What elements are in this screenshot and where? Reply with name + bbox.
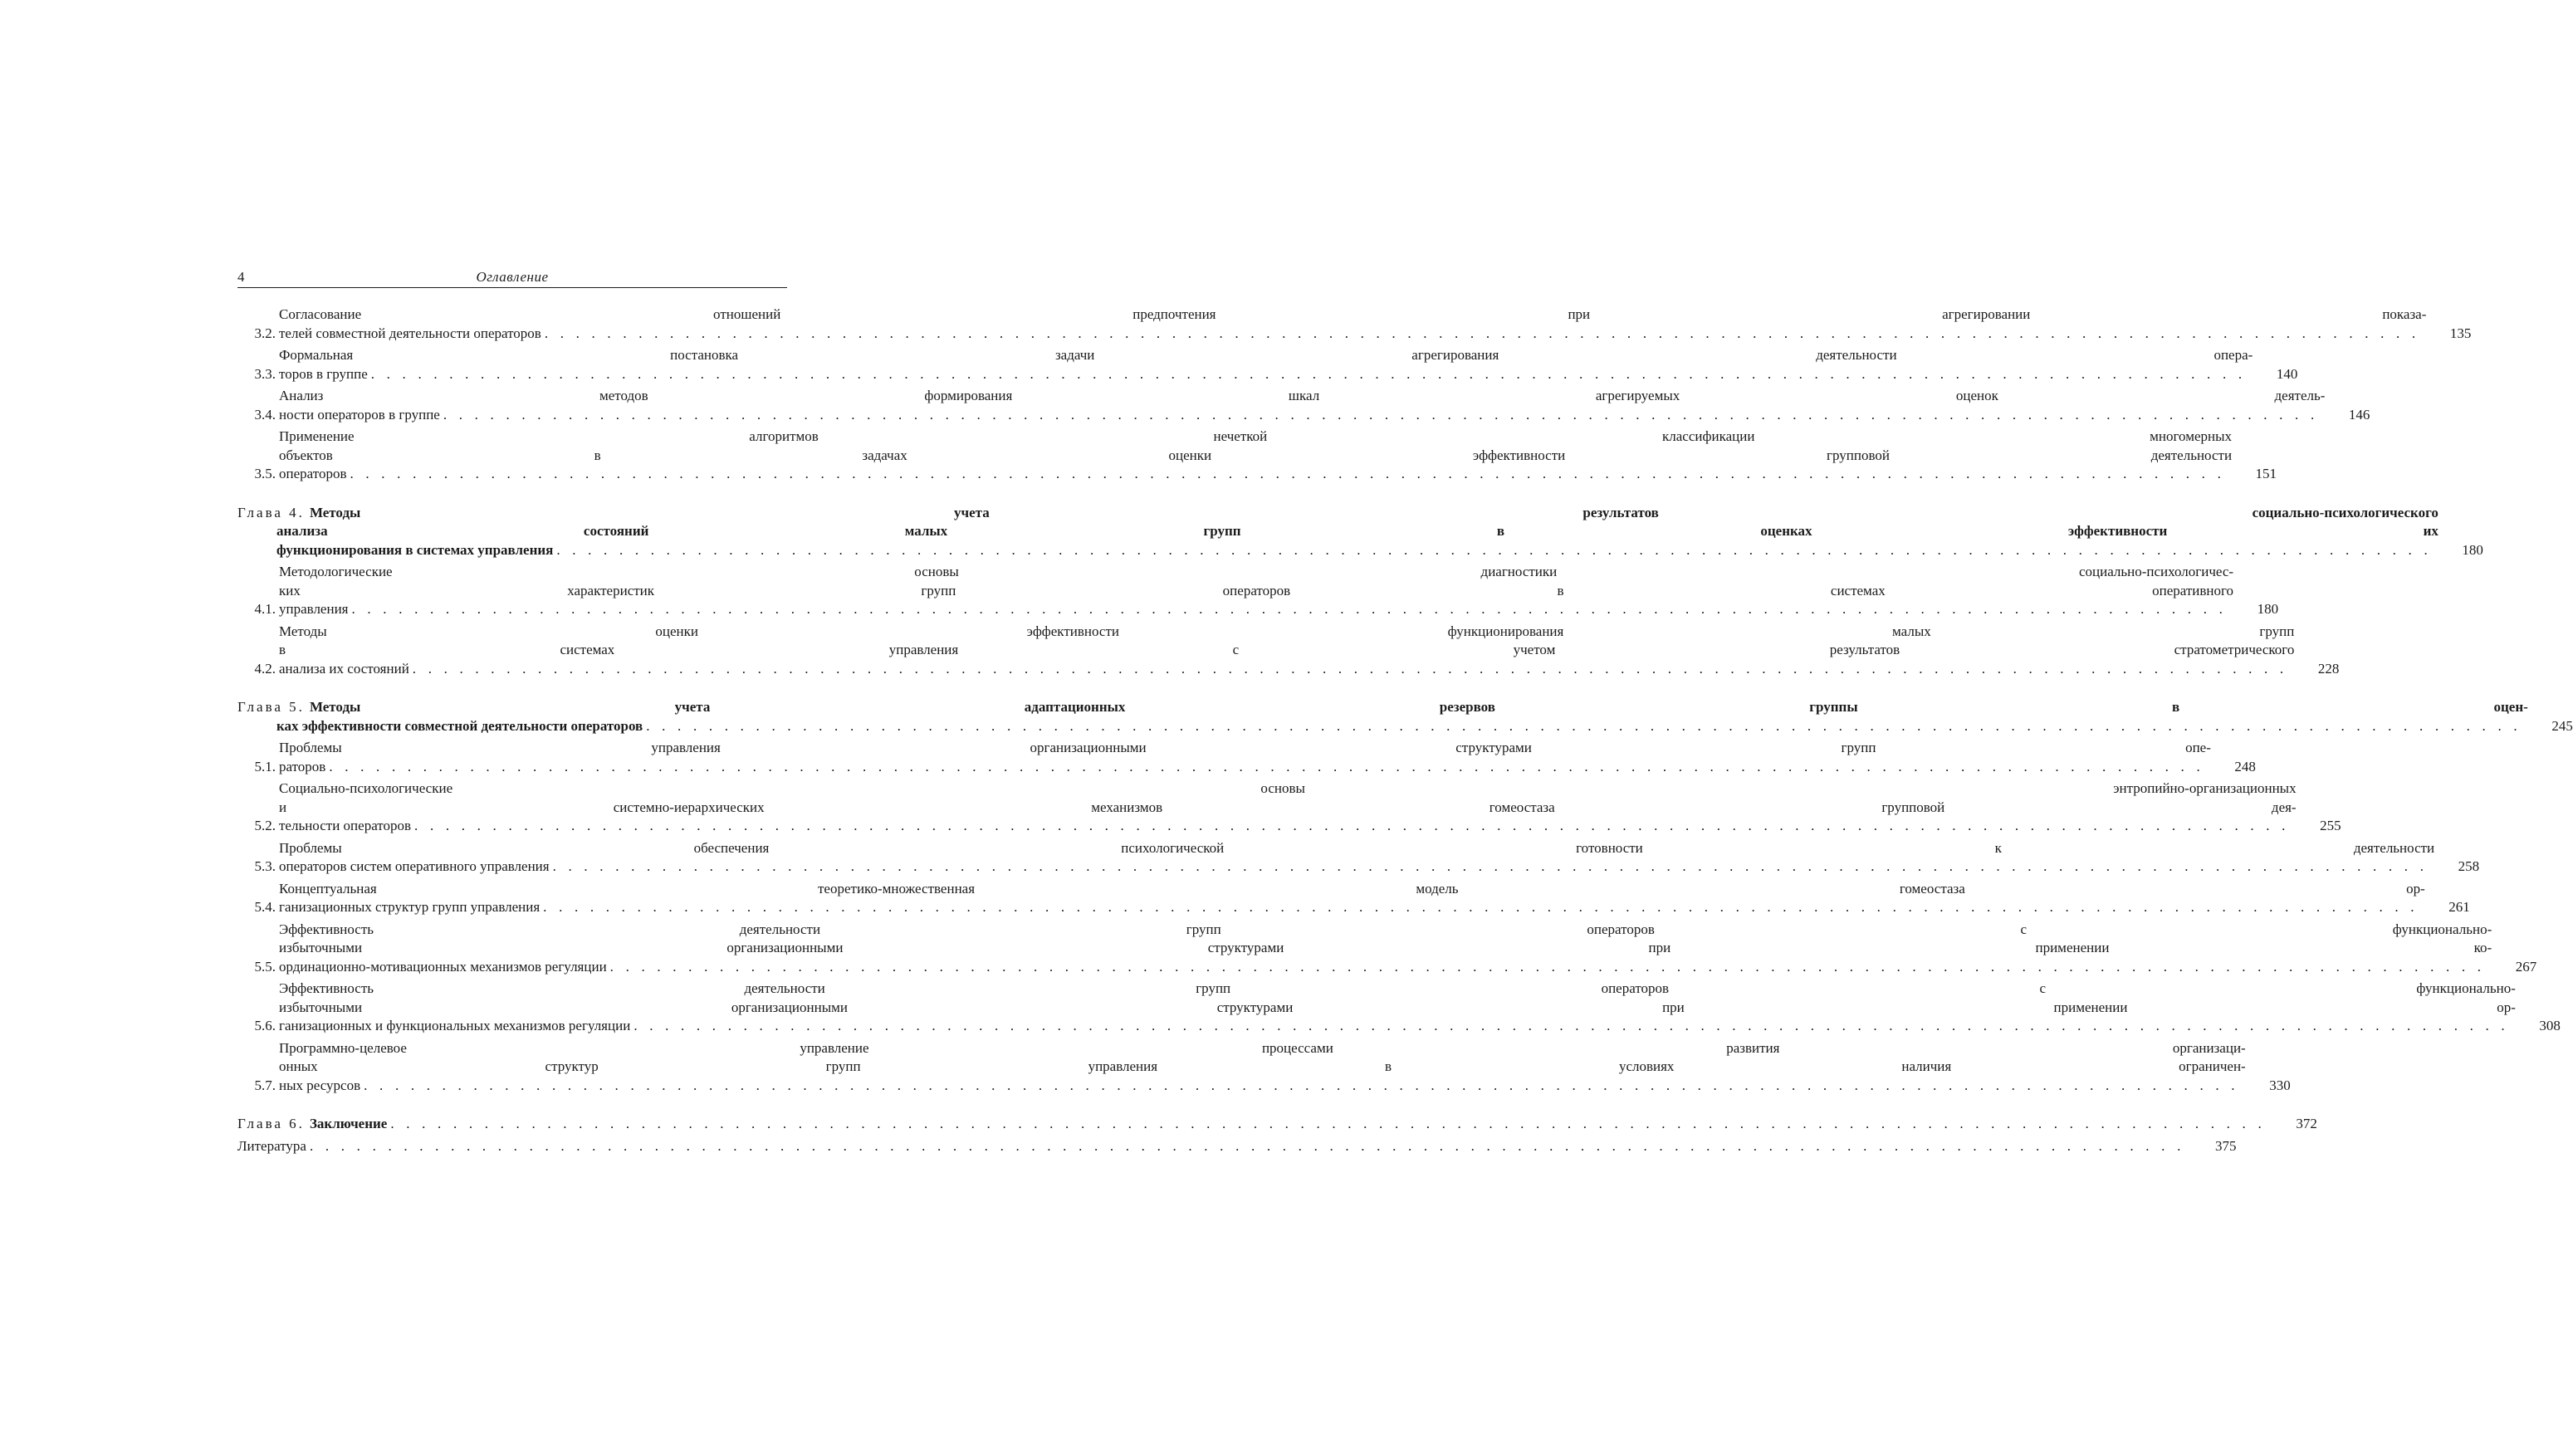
section-number: 5.5. — [254, 958, 276, 975]
chapter-label: Глава 5. — [237, 699, 305, 715]
leader-dots: . . . . . . . . . . . . . . . . . . . . . . . . . . . . . . . . . . . . . . . . . . . . . . . . . . . . . . . . . . . . . . . . . . . . . . . . . . . . . . . . . . . . . . . . . . . . . . . . . . . . . . . . . . . . . . . . . . . . . . . . — [633, 1018, 2509, 1033]
leader-dots: . . . . . . . . . . . . . . . . . . . . . . . . . . . . . . . . . . . . . . . . . . . . . . . . . . . . . . . . . . . . . . . . . . . . . . . . . . . . . . . . . . . . . . . . . . . . . . . . . . . . . . . . . . . . . . . . . . . . . . . . — [609, 958, 2486, 975]
toc-section-entry[interactable] — [237, 428, 2277, 484]
page-ref[interactable]: 140 — [2276, 365, 2298, 382]
entry-title-line: Методологические основы диагностики социально-психологичес- — [279, 564, 2234, 579]
table-of-contents — [237, 305, 2573, 1156]
entry-title-last-line: ганизационных структур групп управления — [279, 899, 541, 915]
toc-section-entry[interactable] — [237, 980, 2561, 1036]
chapter-title: Методы учета адаптационных резервов группы в оцен- — [309, 699, 2528, 715]
page-ref[interactable]: 245 — [2551, 717, 2573, 734]
entry-title-line: и системно-иерархических механизмов гомеостаза групповой дея- — [279, 799, 2297, 815]
page-ref[interactable]: 372 — [2296, 1116, 2317, 1131]
entry-title-last-line: Заключение — [309, 1116, 388, 1131]
leader-dots: . . . . . . . . . . . . . . . . . . . . . . . . . . . . . . . . . . . . . . . . . . . . . . . . . . . . . . . . . . . . . . . . . . . . . . . . . . . . . . . . . . . . . . . . . . . . . . . . . . . . . . . . . . . . . . . . . . . . . . . . — [351, 601, 2228, 617]
entry-title-last-line: ординационно-мотивационных механизмов регуляции — [279, 958, 607, 975]
toc-chapter-entry[interactable] — [237, 1115, 2317, 1134]
page-ref[interactable]: 248 — [2234, 758, 2256, 774]
section-number: 5.3. — [254, 858, 276, 874]
entry-title-last-line: управления — [279, 601, 349, 617]
entry-title-line: объектов в задачах оценки эффективности групповой деятельности — [279, 447, 2233, 463]
toc-chapter-entry[interactable] — [237, 504, 2483, 560]
entry-title-line: избыточными организационными структурами при применении ор- — [279, 999, 2516, 1015]
page-ref[interactable]: 330 — [2269, 1077, 2291, 1093]
entry-title-last-line: функционирования в системах управления — [276, 541, 554, 558]
entry-title-line: Согласование отношений предпочтения при агрегировании показа- — [279, 306, 2427, 322]
toc-section-entry[interactable] — [237, 305, 2472, 343]
toc-chapter-entry[interactable] — [237, 698, 2573, 735]
entry-title-last-line: телей совместной деятельности операторов — [279, 325, 541, 341]
chapter-title: Методы учета результатов социально-психологического — [309, 504, 2438, 520]
section-number: 3.2. — [254, 325, 276, 341]
toc-section-entry[interactable] — [237, 1039, 2291, 1096]
entry-title-last-line: Литература — [237, 1137, 306, 1154]
entry-title-line: Анализ методов формирования шкал агрегируемых оценок деятель- — [279, 388, 2326, 403]
page-ref[interactable]: 255 — [2320, 818, 2341, 833]
entry-title-last-line: ных ресурсов — [279, 1077, 361, 1093]
leader-dots: . . . . . . . . . . . . . . . . . . . . . . . . . . . . . . . . . . . . . . . . . . . . . . . . . . . . . . . . . . . . . . . . . . . . . . . . . . . . . . . . . . . . . . . . . . . . . . . . . . . . . . . . . . . . . . . . . . . . . . . . — [552, 858, 2429, 874]
leader-dots: . . . . . . . . . . . . . . . . . . . . . . . . . . . . . . . . . . . . . . . . . . . . . . . . . . . . . . . . . . . . . . . . . . . . . . . . . . . . . . . . . . . . . . . . . . . . . . . . . . . . . . . . . . . . . . . . . . . . . . . . — [329, 758, 2204, 774]
entry-title-line: Эффективность деятельности групп операторов с функционально- — [279, 980, 2516, 996]
page-ref[interactable]: 308 — [2539, 1018, 2561, 1033]
entry-title-line: избыточными организационными структурами при применении ко- — [279, 940, 2492, 955]
leader-dots: . . . . . . . . . . . . . . . . . . . . . . . . . . . . . . . . . . . . . . . . . . . . . . . . . . . . . . . . . . . . . . . . . . . . . . . . . . . . . . . . . . . . . . . . . . . . . . . . . . . . . . . . . . . . . . . . . . . . . . . . — [364, 1077, 2239, 1093]
entry-title-line — [237, 698, 2528, 717]
section-number: 3.3. — [254, 365, 276, 382]
page-ref[interactable]: 135 — [2449, 325, 2472, 341]
entry-title-line: Проблемы обеспечения психологической готовности к деятельности — [279, 839, 2435, 856]
entry-title-line: ких характеристик групп операторов в системах оперативного — [279, 582, 2234, 599]
entry-title-line: Формальная постановка задачи агрегирования деятельности опера- — [279, 347, 2253, 363]
leader-dots: . . . . . . . . . . . . . . . . . . . . . . . . . . . . . . . . . . . . . . . . . . . . . . . . . . . . . . . . . . . . . . . . . . . . . . . . . . . . . . . . . . . . . . . . . . . . . . . . . . . . . . . . . . . . . . . . . . . . . . . . — [556, 541, 2432, 558]
section-number: 3.5. — [254, 466, 276, 481]
page-number: 4 — [237, 269, 245, 285]
page-ref[interactable]: 146 — [2348, 406, 2370, 423]
chapter-title: анализа состояний малых групп в оценках эффективности их — [276, 523, 2438, 539]
entry-title-line: Концептуальная теоретико-множественная модель гомеостаза ор- — [279, 880, 2425, 897]
leader-dots: . . . . . . . . . . . . . . . . . . . . . . . . . . . . . . . . . . . . . . . . . . . . . . . . . . . . . . . . . . . . . . . . . . . . . . . . . . . . . . . . . . . . . . . . . . . . . . . . . . . . . . . . . . . . . . . . . . . . . . . . — [414, 818, 2290, 833]
running-title: Оглавление — [476, 269, 549, 285]
toc-entry[interactable] — [237, 1137, 2237, 1156]
entry-title-last-line: раторов — [279, 758, 326, 774]
page-ref[interactable]: 180 — [2257, 601, 2279, 617]
page-ref[interactable]: 375 — [2215, 1137, 2237, 1154]
toc-section-entry[interactable] — [237, 563, 2279, 619]
page-ref[interactable]: 228 — [2317, 660, 2340, 677]
leader-dots: . . . . . . . . . . . . . . . . . . . . . . . . . . . . . . . . . . . . . . . . . . . . . . . . . . . . . . . . . . . . . . . . . . . . . . . . . . . . . . . . . . . . . . . . . . . . . . . . . . . . . . . . . . . . . . . . . . . . . . . . — [646, 717, 2522, 734]
section-number: 5.4. — [254, 899, 276, 915]
entry-title-line: Применение алгоритмов нечеткой классификации многомерных — [279, 428, 2233, 444]
leader-dots: . . . . . . . . . . . . . . . . . . . . . . . . . . . . . . . . . . . . . . . . . . . . . . . . . . . . . . . . . . . . . . . . . . . . . . . . . . . . . . . . . . . . . . . . . . . . . . . . . . . . . . . . . . . . . . . . . . . . . . . . — [544, 325, 2420, 341]
toc-section-entry[interactable] — [237, 387, 2370, 424]
entry-title-last-line: операторов систем оперативного управления — [279, 858, 550, 874]
entry-title-last-line: ности операторов в группе — [279, 406, 440, 423]
entry-title-last-line: торов в группе — [279, 365, 368, 382]
section-number: 3.4. — [254, 406, 276, 423]
section-number: 4.1. — [254, 601, 276, 617]
entry-title-last-line: ганизационных и функциональных механизмов регуляции — [279, 1018, 631, 1033]
entry-title-line — [237, 522, 2438, 541]
entry-title-last-line: ках эффективности совместной деятельности операторов — [276, 717, 643, 734]
toc-section-entry[interactable] — [237, 346, 2298, 384]
entry-title-line: Социально-психологические основы энтропийно-организационных — [279, 780, 2297, 796]
section-number: 5.2. — [254, 818, 276, 833]
leader-dots: . . . . . . . . . . . . . . . . . . . . . . . . . . . . . . . . . . . . . . . . . . . . . . . . . . . . . . . . . . . . . . . . . . . . . . . . . . . . . . . . . . . . . . . . . . . . . . . . . . . . . . . . . . . . . . . . . . . . . . . . — [543, 899, 2419, 915]
entry-title-last-line: анализа их состояний — [279, 660, 409, 677]
entry-title-line: Методы оценки эффективности функционирования малых групп — [279, 623, 2295, 639]
leader-dots: . . . . . . . . . . . . . . . . . . . . . . . . . . . . . . . . . . . . . . . . . . . . . . . . . . . . . . . . . . . . . . . . . . . . . . . . . . . . . . . . . . . . . . . . . . . . . . . . . . . . . . . . . . . . . . . . . . . . . . . . — [370, 365, 2247, 382]
page-ref[interactable]: 180 — [2462, 541, 2483, 558]
entry-title-last-line: операторов — [279, 466, 347, 481]
toc-section-entry[interactable] — [237, 779, 2341, 836]
toc-section-entry[interactable] — [237, 880, 2470, 917]
section-number: 5.1. — [254, 758, 276, 774]
page-ref[interactable]: 267 — [2515, 958, 2537, 975]
leader-dots: . . . . . . . . . . . . . . . . . . . . . . . . . . . . . . . . . . . . . . . . . . . . . . . . . . . . . . . . . . . . . . . . . . . . . . . . . . . . . . . . . . . . . . . . . . . . . . . . . . . . . . . . . . . . . . . . . . . . . . . . — [350, 466, 2226, 481]
leader-dots: . . . . . . . . . . . . . . . . . . . . . . . . . . . . . . . . . . . . . . . . . . . . . . . . . . . . . . . . . . . . . . . . . . . . . . . . . . . . . . . . . . . . . . . . . . . . . . . . . . . . . . . . . . . . . . . . . . . . . . . . — [443, 406, 2319, 423]
entry-title-line: Эффективность деятельности групп операторов с функционально- — [279, 921, 2492, 937]
leader-dots: . . . . . . . . . . . . . . . . . . . . . . . . . . . . . . . . . . . . . . . . . . . . . . . . . . . . . . . . . . . . . . . . . . . . . . . . . . . . . . . . . . . . . . . . . . . . . . . . . . . . . . . . . . . . . . . . . . . . . . . . — [412, 660, 2288, 677]
toc-section-entry[interactable] — [237, 839, 2480, 877]
leader-dots: . . . . . . . . . . . . . . . . . . . . . . . . . . . . . . . . . . . . . . . . . . . . . . . . . . . . . . . . . . . . . . . . . . . . . . . . . . . . . . . . . . . . . . . . . . . . . . . . . . . . . . . . . . . . . . . . . . . . . . . . — [390, 1116, 2266, 1131]
toc-section-entry[interactable] — [237, 739, 2256, 776]
entry-title-line: в системах управления с учетом результатов стратометрического — [279, 642, 2295, 657]
section-number: 5.7. — [254, 1077, 276, 1093]
page-ref[interactable]: 151 — [2255, 466, 2277, 481]
page-ref[interactable]: 261 — [2448, 899, 2470, 915]
section-number: 5.6. — [254, 1018, 276, 1033]
toc-section-entry[interactable] — [237, 623, 2340, 679]
entry-title-line: Проблемы управления организационными структурами групп опе- — [279, 740, 2211, 755]
page-ref[interactable]: 258 — [2458, 858, 2480, 874]
chapter-label: Глава 4. — [237, 504, 305, 520]
entry-title-line: онных структур групп управления в условиях наличия ограничен- — [279, 1058, 2246, 1074]
entry-title-last-line: тельности операторов — [279, 818, 412, 833]
leader-dots: . . . . . . . . . . . . . . . . . . . . . . . . . . . . . . . . . . . . . . . . . . . . . . . . . . . . . . . . . . . . . . . . . . . . . . . . . . . . . . . . . . . . . . . . . . . . . . . . . . . . . . . . . . . . . . . . . . . . . . . . — [309, 1137, 2185, 1154]
toc-section-entry[interactable] — [237, 921, 2537, 977]
running-header — [237, 267, 787, 288]
section-number: 4.2. — [254, 660, 276, 677]
entry-title-line — [237, 504, 2438, 523]
entry-title-line: Программно-целевое управление процессами развития организаци- — [279, 1039, 2246, 1056]
chapter-label: Глава 6. — [237, 1116, 305, 1131]
